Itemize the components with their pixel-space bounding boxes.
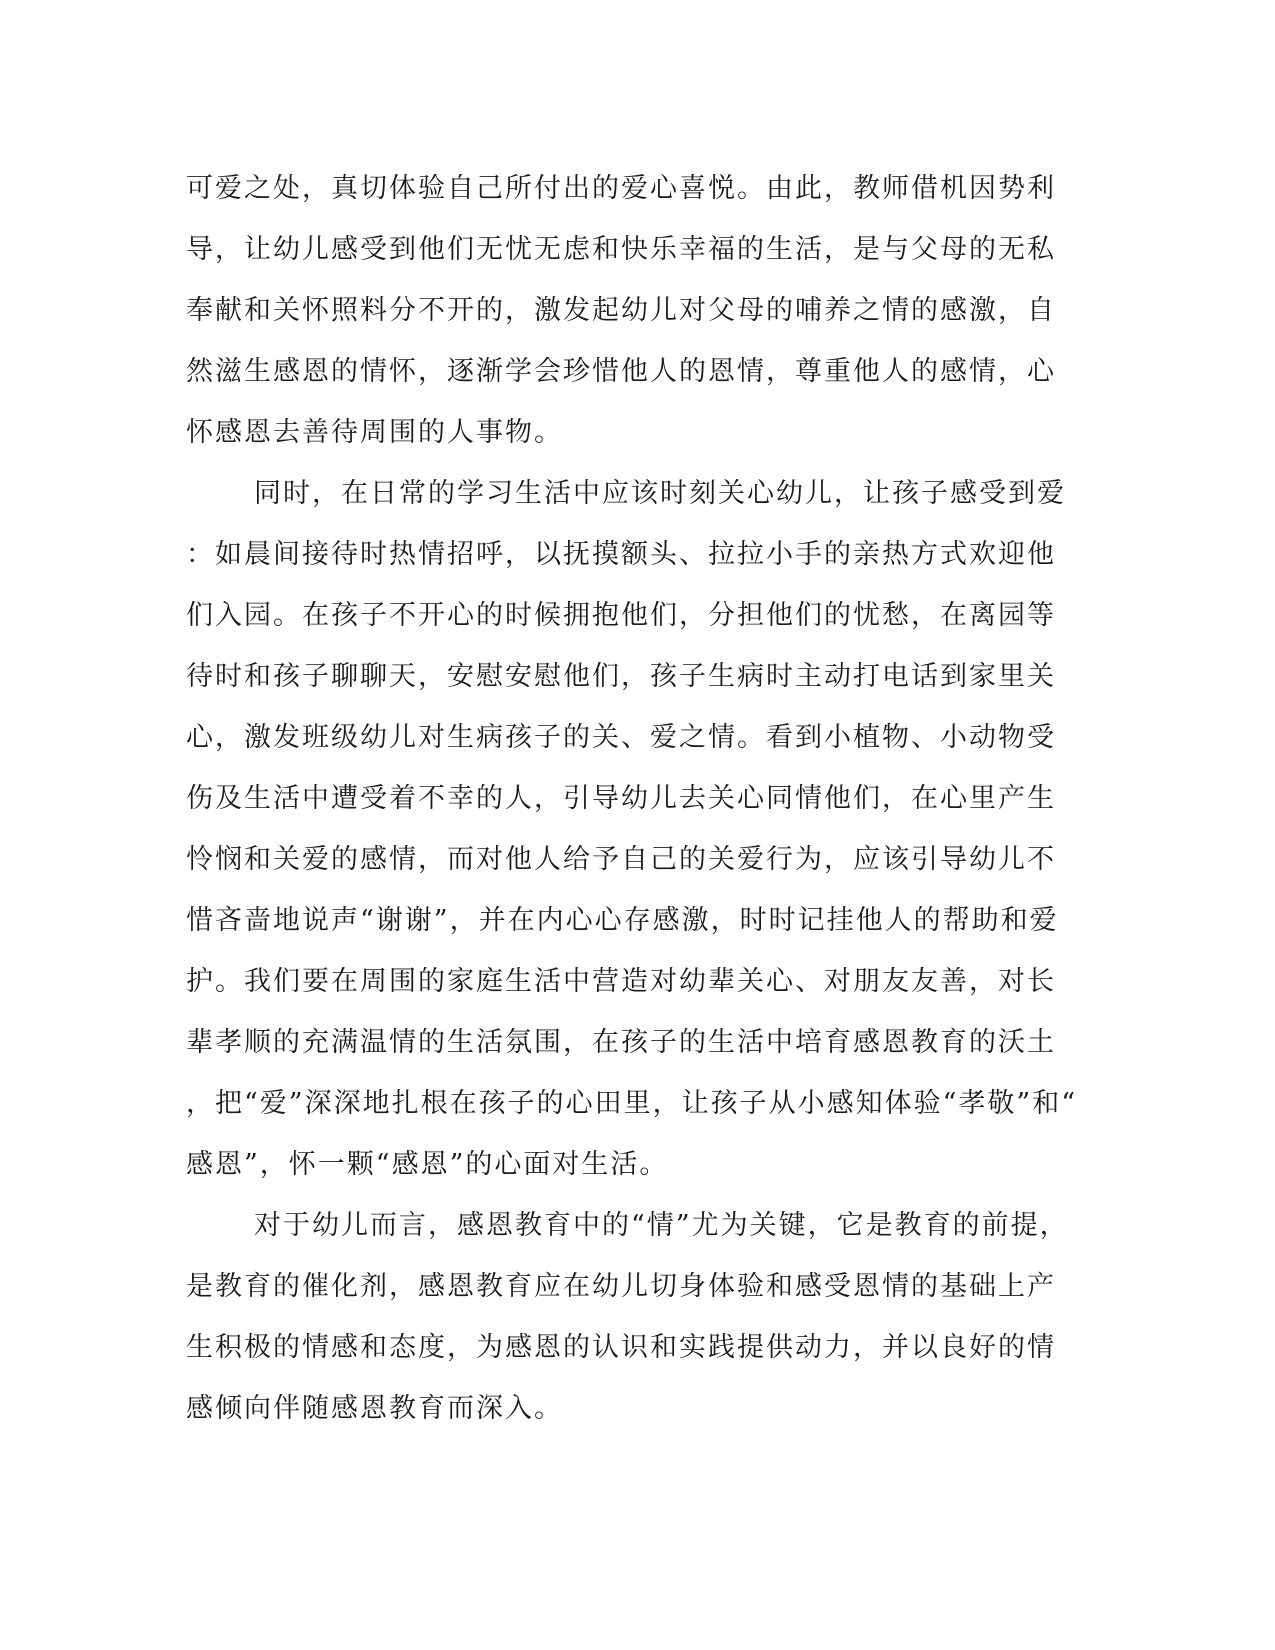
text-line: 待时和孩子聊聊天，安慰安慰他们，孩子生病时主动打电话到家里关 [186, 661, 1056, 692]
text-line: 伤及生活中遭受着不幸的人，引导幼儿去关心同情他们，在心里产生 [186, 783, 1056, 814]
text-line: 感倾向伴随感恩教育而深入。 [186, 1393, 563, 1424]
text-line: 们入园。在孩子不开心的时候拥抱他们，分担他们的忧愁，在离园等 [186, 600, 1056, 631]
text-line: 是教育的催化剂，感恩教育应在幼儿切身体验和感受恩情的基础上产 [186, 1271, 1056, 1302]
body-text [186, 158, 1086, 1439]
text-line: ：如晨间接待时热情招呼，以抚摸额头、拉拉小手的亲热方式欢迎他 [186, 539, 1056, 570]
text-line: 感恩”，怀一颗“感恩”的心面对生活。 [186, 1149, 669, 1180]
text-line: 奉献和关怀照料分不开的，激发起幼儿对父母的哺养之情的感激，自 [186, 295, 1056, 326]
text-line: ，把“爱”深深地扎根在孩子的心田里，让孩子从小感知体验“孝敬”和“ [186, 1088, 1078, 1119]
text-line: 心，激发班级幼儿对生病孩子的关、爱之情。看到小植物、小动物受 [186, 722, 1056, 753]
text-line: 可爱之处，真切体验自己所付出的爱心喜悦。由此，教师借机因势利 [186, 173, 1056, 204]
paragraph-start-line: 对于幼儿而言，感恩教育中的“情”尤为关键，它是教育的前提， [254, 1210, 1069, 1241]
text-line: 怜悯和关爱的感情，而对他人给予自己的关爱行为，应该引导幼儿不 [186, 844, 1056, 875]
text-line: 然滋生感恩的情怀，逐渐学会珍惜他人的恩情，尊重他人的感情，心 [186, 356, 1056, 387]
text-line: 护。我们要在周围的家庭生活中营造对幼辈关心、对朋友友善，对长 [186, 966, 1056, 997]
paragraph-start-line: 同时，在日常的学习生活中应该时刻关心幼儿，让孩子感受到爱 [254, 478, 1066, 509]
text-line: 生积极的情感和态度，为感恩的认识和实践提供动力，并以良好的情 [186, 1332, 1056, 1363]
text-line: 导，让幼儿感受到他们无忧无虑和快乐幸福的生活，是与父母的无私 [186, 234, 1056, 265]
text-line: 怀感恩去善待周围的人事物。 [186, 417, 563, 448]
text-line: 辈孝顺的充满温情的生活氛围，在孩子的生活中培育感恩教育的沃土 [186, 1027, 1056, 1058]
text-line: 惜吝啬地说声“谢谢”，并在内心心存感激，时时记挂他人的帮助和爱 [186, 905, 1059, 936]
